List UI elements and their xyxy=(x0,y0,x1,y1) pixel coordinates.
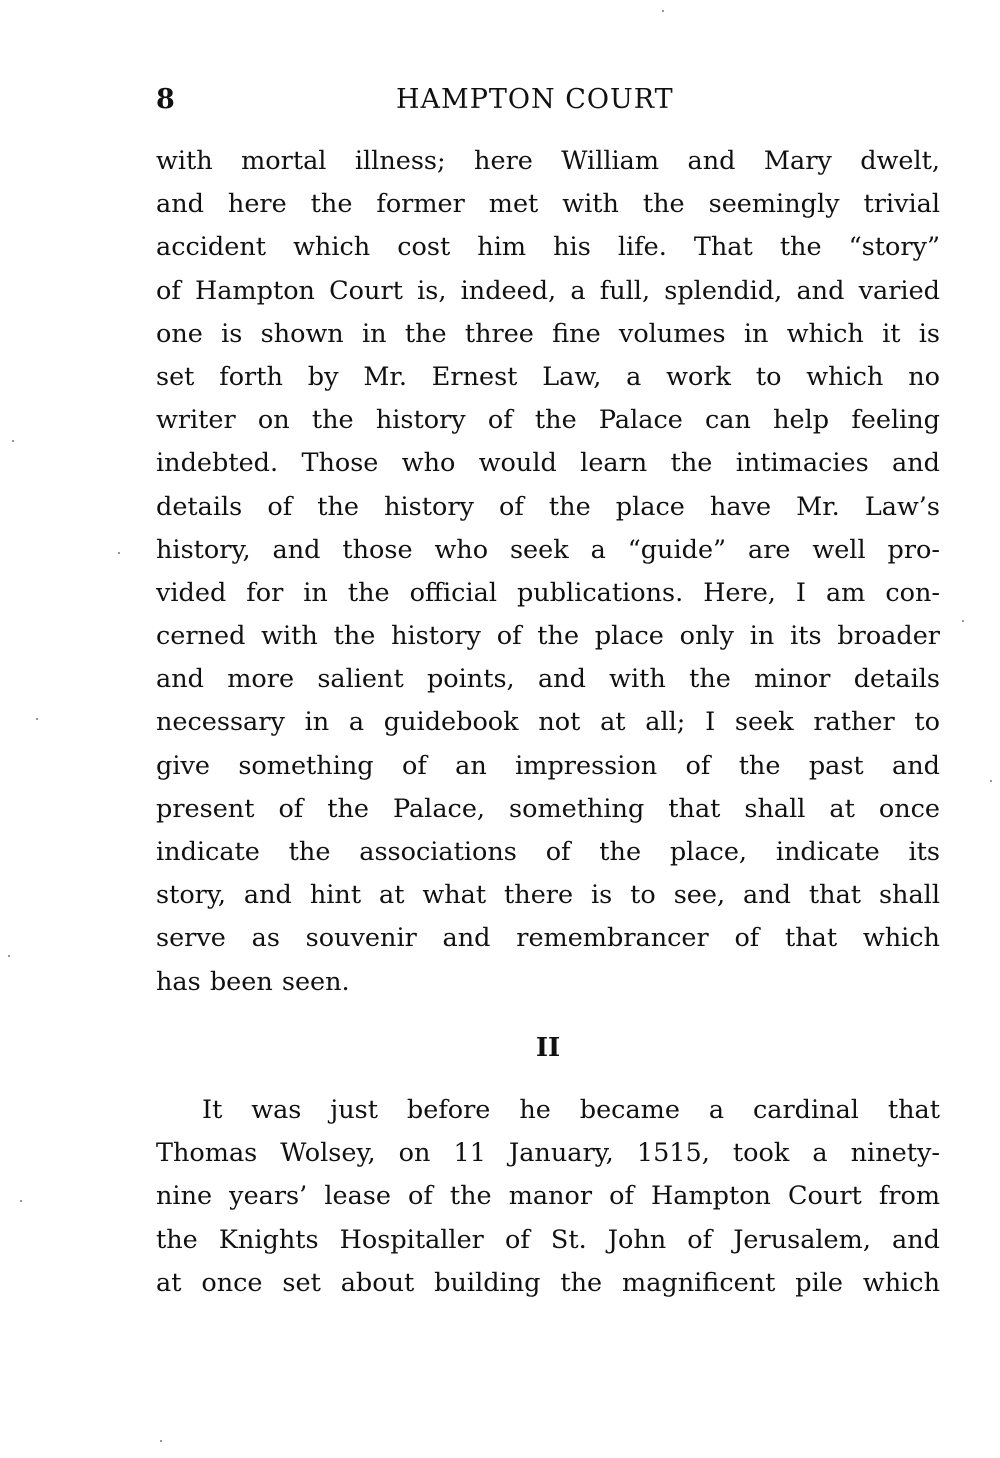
text-line: nine years’ lease of the manor of Hampton Court from xyxy=(156,1181,940,1212)
text-line: indebted. Those who would learn the intimacies and xyxy=(156,448,940,479)
text-line: present of the Palace, something that shall at once xyxy=(156,793,940,824)
scan-speck xyxy=(160,1440,162,1442)
text-line: history, and those who seek a “guide” are well pro- xyxy=(156,534,940,565)
text-line: cerned with the history of the place only in its broader xyxy=(156,621,940,652)
paragraph-1 xyxy=(156,140,940,1004)
text-line: at once set about building the magnificent pile which xyxy=(156,1267,940,1298)
text-line: necessary in a guidebook not at all; I seek rather to xyxy=(156,707,940,738)
text-line: give something of an impression of the past and xyxy=(156,750,940,781)
text-line: indicate the associations of the place, indicate its xyxy=(156,837,940,867)
text-line: the Knights Hospitaller of St. John of Jerusalem, and xyxy=(156,1224,940,1255)
text-line: has been seen. xyxy=(156,966,350,997)
page-number: 8 xyxy=(156,84,176,115)
running-title: HAMPTON COURT xyxy=(396,84,674,115)
running-head xyxy=(156,84,936,124)
scan-speck xyxy=(36,718,38,720)
text-line: Thomas Wolsey, on 11 January, 1515, took a ninety- xyxy=(156,1138,940,1169)
scan-speck xyxy=(8,955,10,957)
section-heading: II xyxy=(535,1033,561,1063)
scan-speck xyxy=(118,552,120,554)
text-line: It was just before he became a cardinal that xyxy=(202,1095,940,1125)
scan-speck xyxy=(962,620,964,622)
text-line: and here the former met with the seemingly trivial xyxy=(156,189,940,220)
scan-speck xyxy=(990,780,992,782)
text-line: one is shown in the three fine volumes in which it is xyxy=(156,318,940,349)
text-line: details of the history of the place have Mr. Law’s xyxy=(156,491,940,522)
text-line: serve as souvenir and remembrancer of that which xyxy=(156,923,940,954)
text-line: of Hampton Court is, indeed, a full, splendid, and varied xyxy=(156,275,940,306)
scan-speck xyxy=(20,1200,22,1202)
text-line: accident which cost him his life. That the “story” xyxy=(156,232,940,263)
text-line: vided for in the official publications. Here, I am con- xyxy=(156,577,940,608)
text-line: story, and hint at what there is to see, and that shall xyxy=(156,880,940,911)
scan-speck xyxy=(662,10,664,12)
paragraph-2 xyxy=(156,1089,940,1305)
text-line: set forth by Mr. Ernest Law, a work to which no xyxy=(156,361,940,392)
text-line: with mortal illness; here William and Mary dwelt, xyxy=(156,146,940,176)
text-line: writer on the history of the Palace can help feeling xyxy=(156,405,940,436)
scan-speck xyxy=(12,440,14,442)
text-line: and more salient points, and with the minor details xyxy=(156,664,940,695)
